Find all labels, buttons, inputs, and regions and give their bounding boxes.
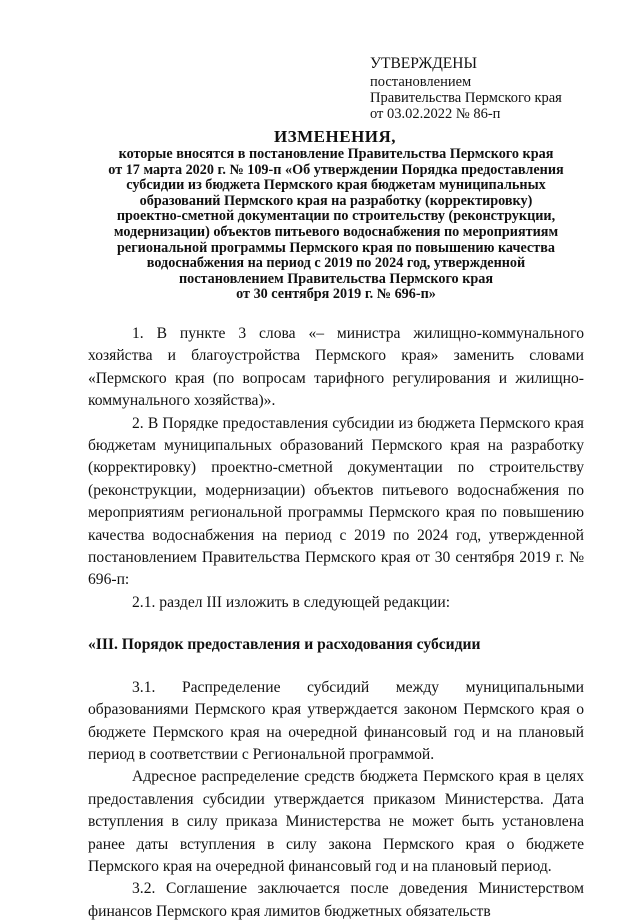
paragraph-item-3-1: 3.1. Распределение субсидий между муниципальными образованиями Пермского края утверждается законом Пермского края о бюджете Пермского края на очередной финансовый год и на плановый период в соответствии с Региональной программой. [88, 678, 584, 763]
subtitle-line: проектно-сметной документации по строительству (реконструкции, [116, 208, 556, 225]
subtitle-line: региональной программы Пермского края по повышению качества [117, 239, 555, 256]
subtitle-line: образований Пермского края на разработку (корректировку) [139, 192, 533, 209]
paragraph-item-2: 2. В Порядке предоставления субсидии из бюджета Пермского края бюджетам муниципальных образований Пермского края на разработку (корректировку) проектно-сметной документации по строительству (реконструкции, модернизации) объектов питьевого водоснабжения по мероприятиям региональной программы Пермского края по повышению качества водоснабжения на период с 2019 по 2024 год, утвержденной постановлением Правительства Пермского края от 30 сентября 2019 г. № 696-п: [88, 414, 584, 589]
subtitle-line: постановлением Правительства Пермского края [178, 270, 494, 287]
approval-line-3: от 03.02.2022 № 86-п [370, 106, 501, 122]
subtitle-line: которые вносятся в постановление Правительства Пермского края [118, 146, 554, 162]
paragraph-item-2-1: 2.1. раздел III изложить в следующей редакции: [132, 593, 451, 611]
document-subtitle [88, 147, 584, 303]
subtitle-line: от 17 марта 2020 г. № 109-п «Об утверждении Порядка предоставления [108, 161, 564, 178]
subtitle-line: модернизации) объектов питьевого водоснабжения по мероприятиям [113, 223, 559, 240]
paragraph-item-3-2: 3.2. Соглашение заключается после доведения Министерством финансов Пермского края лимитов бюджетных обязательств [88, 880, 584, 920]
subtitle-line: от 30 сентября 2019 г. № 696-п» [236, 286, 436, 303]
document-body [88, 323, 584, 923]
paragraph-distribution: Адресное распределение средств бюджета Пермского края в целях предоставления субсидии утверждается приказом Министерства. Дата вступления в силу приказа Министерства не может быть установлена ранее даты вступления в силу закона Пермского края о бюджете Пермского края на очередной финансовый год и на плановый период. [88, 768, 584, 875]
approval-line-2: Правительства Пермского края [370, 90, 562, 106]
paragraph-item-1: 1. В пункте 3 слова «– министра жилищно-коммунального хозяйства и благоустройства Пермского края» заменить словами «Пермского края (по вопросам тарифного регулирования и жилищно-коммунального хозяйства)». [88, 325, 584, 410]
section-heading: «III. Порядок предоставления и расходования субсидии [88, 636, 481, 654]
subtitle-line: субсидии из бюджета Пермского края бюджетам муниципальных [126, 177, 546, 194]
approval-line-1: постановлением [370, 74, 472, 90]
subtitle-line: водоснабжения на период с 2019 по 2024 год, утвержденной [146, 255, 526, 272]
document-title: ИЗМЕНЕНИЯ, [273, 127, 397, 146]
approval-block [370, 56, 630, 122]
approval-heading: УТВЕРЖДЕНЫ [370, 55, 477, 72]
